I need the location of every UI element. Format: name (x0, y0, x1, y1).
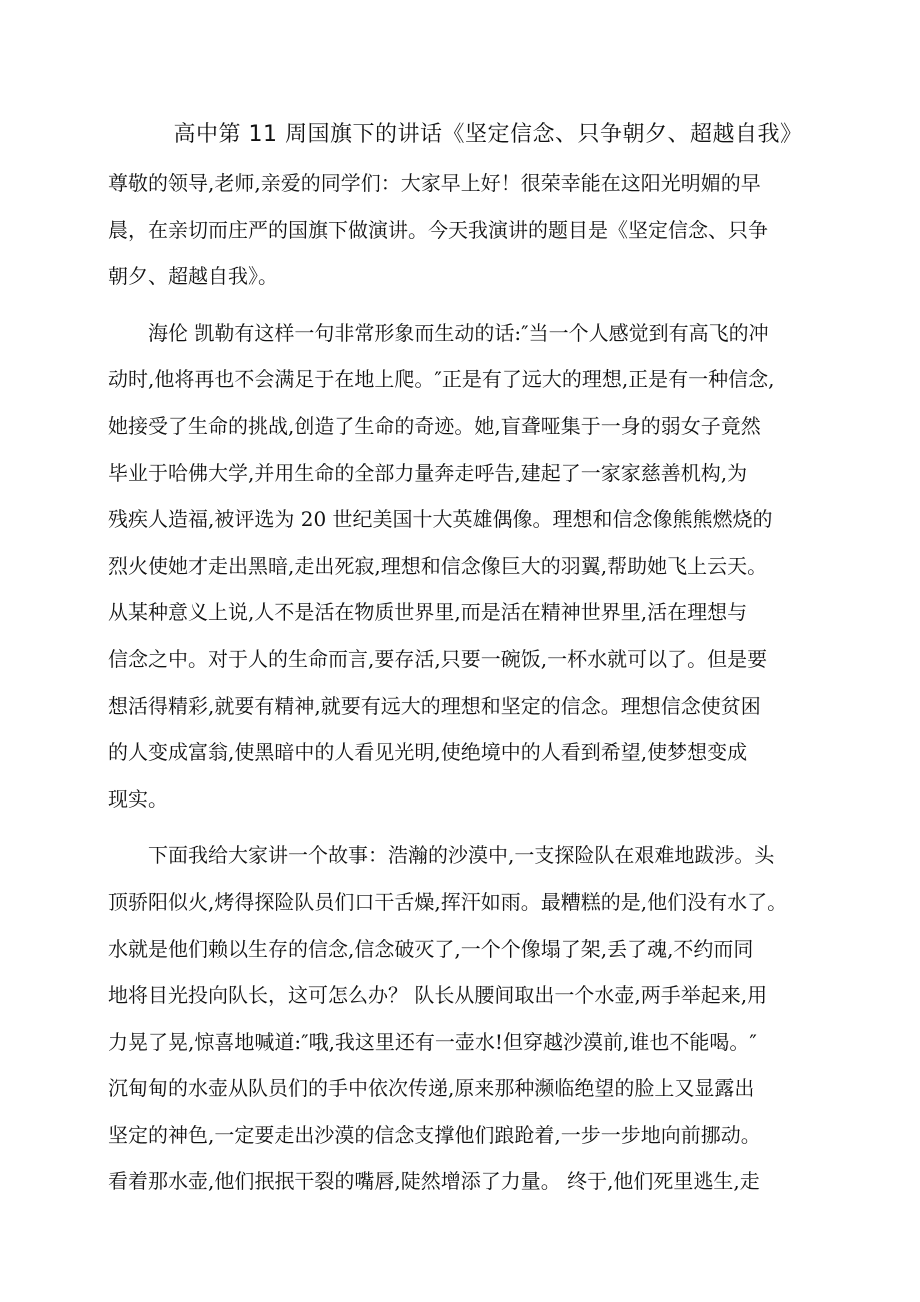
paragraph-gap (108, 822, 834, 832)
speech-body (108, 160, 834, 1205)
paragraph-3-line-3: 水就是他们赖以生存的信念,信念破灭了,一个个像塌了架,丢了魂,不约而同 (108, 936, 754, 961)
paragraph-2-line-10: 的人变成富翁,使黑暗中的人看见光明,使绝境中的人看到希望,使梦想变成 (108, 740, 748, 765)
paragraph-2-line-11: 现实。 (108, 786, 168, 811)
paragraph-1-line-1: 尊敬的领导,老师,亲爱的同学们：大家早上好！很荣幸能在这阳光明媚的早 (108, 171, 761, 195)
paragraph-1-line-2: 晨，在亲切而庄严的国旗下做演讲。今天我演讲的题目是《坚定信念、只争 (108, 217, 768, 242)
paragraph-2-line-9: 想活得精彩,就要有精神,就要有远大的理想和坚定的信念。理想信念使贫困 (108, 693, 761, 718)
paragraph-2-line-7: 从某种意义上说,人不是活在物质世界里,而是活在精神世界里,活在理想与 (108, 600, 748, 625)
paragraph-3-line-2: 顶骄阳似火,烤得探险队员们口干舌燥,挥汗如雨。最糟糕的是,他们没有水了。 (108, 889, 788, 914)
paragraph-3-line-8: 看着那水壶,他们抿抿干裂的嘴唇,陡然增添了力量。 终于,他们死里逃生,走 (108, 1169, 760, 1194)
paragraph-3-line-7: 坚定的神色,一定要走出沙漠的信念支撑他们踉跄着,一步一步地向前挪动。 (108, 1122, 761, 1147)
paragraph-3-line-5: 力晃了晃,惊喜地喊道:″哦,我这里还有一壶水!但穿越沙漠前,谁也不能喝。″ (108, 1029, 757, 1054)
paragraph-1-line-3: 朝夕、超越自我》。 (108, 264, 278, 289)
paragraph-2-line-6: 烈火使她才走出黑暗,走出死寂,理想和信念像巨大的羽翼,帮助她飞上云天。 (108, 553, 768, 578)
paragraph-2-line-2: 动时,他将再也不会满足于在地上爬。″正是有了远大的理想,正是有一种信念, (108, 367, 775, 392)
paragraph-2-line-8: 信念之中。对于人的生命而言,要存活,只要一碗饭,一杯水就可以了。但是要 (108, 646, 768, 671)
speech-title: 高中第 11 周国旗下的讲话《坚定信念、只争朝夕、超越自我》 (173, 122, 803, 147)
paragraph-2-line-3: 她接受了生命的挑战,创造了生命的奇迹。她,盲聋哑集于一身的弱女子竟然 (108, 413, 761, 438)
paragraph-2-line-1: 海伦 凯勒有这样一句非常形象而生动的话:″当一个人感觉到有高飞的冲 (148, 320, 769, 345)
paragraph-2-line-5: 残疾人造福,被评选为 20 世纪美国十大英雄偶像。理想和信念像熊熊燃烧的 (108, 507, 773, 532)
paragraph-gap (108, 300, 834, 310)
paragraph-3-line-4: 地将目光投向队长，这可怎么办？ 队长从腰间取出一个水壶,两手举起来,用 (108, 983, 768, 1008)
paragraph-3-line-6: 沉甸甸的水壶从队员们的手中依次传递,原来那种濒临绝望的脸上又显露出 (108, 1076, 755, 1101)
paragraph-2-line-4: 毕业于哈佛大学,并用生命的全部力量奔走呼告,建起了一家家慈善机构,为 (108, 460, 748, 485)
paragraph-3-line-1: 下面我给大家讲一个故事：浩瀚的沙漠中,一支探险队在艰难地跋涉。头 (148, 843, 775, 868)
